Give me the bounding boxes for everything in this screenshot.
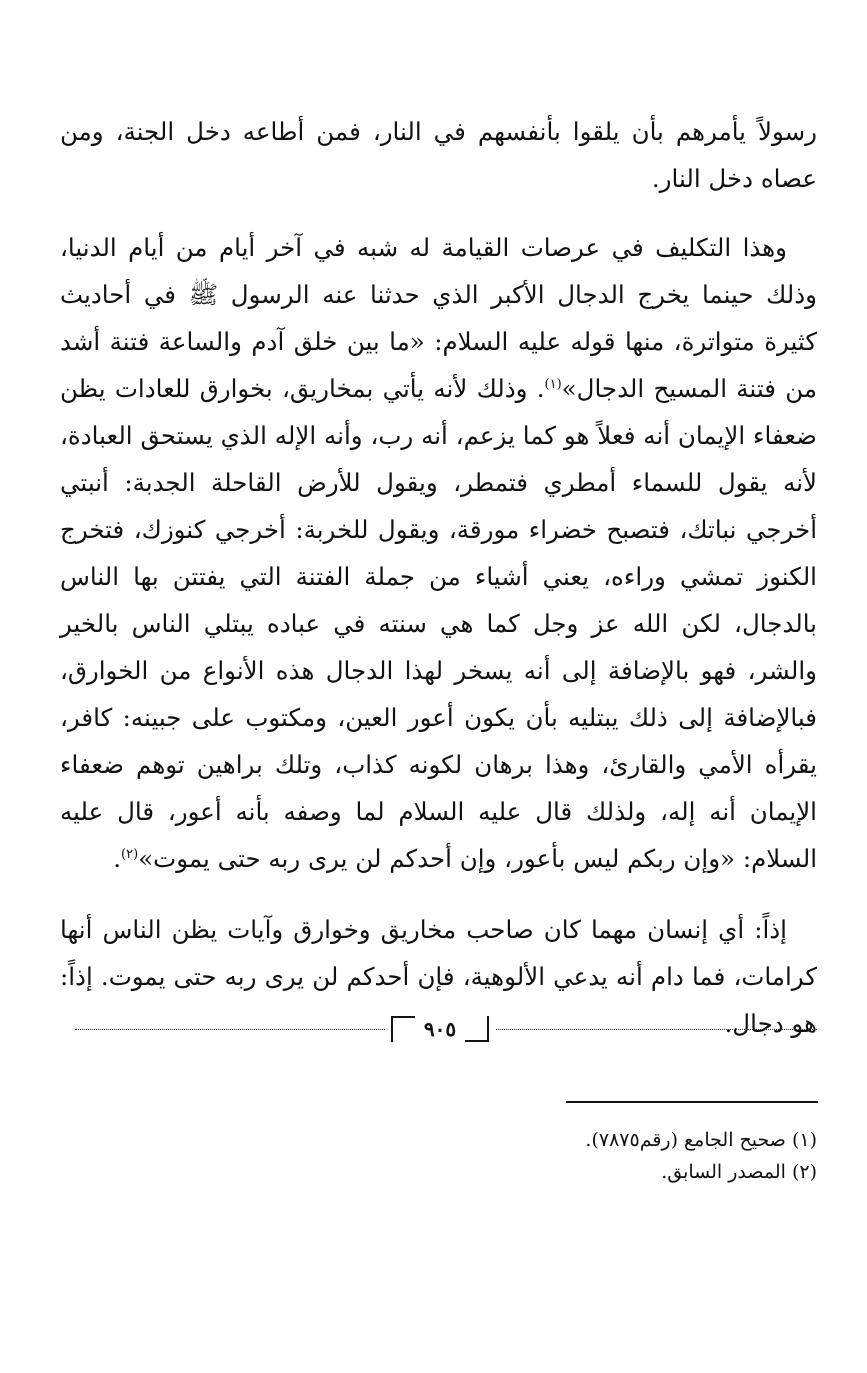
footnote-separator — [566, 1101, 818, 1103]
footnotes — [60, 1124, 817, 1188]
page-footer — [75, 1010, 817, 1050]
paragraph-2-end: . — [113, 844, 122, 873]
paragraph-3: إذاً: أي إنسان مهما كان صاحب مخاريق وخوارق وآيات يظن الناس أنها كرامات، فما دام أنه يدعي الألوهية، فإن أحدكم لن يرى ربه حتى يموت. إذاً: هو دجال. — [60, 915, 817, 1038]
main-text — [60, 108, 817, 1047]
footnote-1: (١) صحيح الجامع (رقم٧٨٧٥). — [585, 1129, 817, 1151]
paragraph-2-part-2: . وذلك لأنه يأتي بمخاريق، بخوارق للعادات يظن ضعفاء الإيمان أنه فعلاً هو كما يزعم، أنه رب، وأنه الإله الذي يستحق العبادة، لأنه يقول للسماء أمطري فتمطر، ويقول للأرض القاحلة الجدبة: أنبتي أخرجي نباتك، فتصبح خضراء مورقة، ويقول للخربة: أخرجي كنوزك، فتخرج الكنوز تمشي وراءه، يعني أشياء من جملة الفتنة التي يفتتن بها الناس بالدجال، لكن الله عز وجل كما هي سنته في عباده يبتلي الناس بالخير والشر، فهو بالإضافة إلى أنه يسخر لهذا الدجال هذه الأنواع من الخوارق، فبالإضافة إلى ذلك يبتليه بأن يكون أعور العين، ومكتوب على جبينه: كافر، يقرأه الأمي والقارئ، وهذا برهان لكونه كذاب، وتلك براهين توهم ضعفاء الإيمان أنه إله، ولذلك قال عليه السلام لما وصفه بأنه أعور، قال عليه السلام: «وإن ربكم ليس بأعور، وإن أحدكم لن يرى ربه حتى يموت» — [60, 374, 818, 873]
footnote-ref-1: (١) — [544, 376, 562, 392]
page-number-badge — [385, 1012, 495, 1046]
page-number: ٩٠٥ — [423, 1017, 457, 1041]
footnote-ref-2: (٢) — [121, 846, 139, 862]
footnote-2: (٢) المصدر السابق. — [661, 1161, 817, 1183]
paragraph-2-part-1: وهذا التكليف في عرصات القيامة له شبه في آخر أيام من أيام الدنيا، وذلك حينما يخرج الدجال الأكبر الذي حدثنا عنه الرسول ﷺ في أحاديث كثيرة متواترة، منها قوله عليه السلام: «ما بين خلق آدم والساعة فتنة أشد من فتنة المسيح الدجال» — [60, 233, 817, 403]
paragraph-2 — [60, 224, 817, 882]
paragraph-1: رسولاً يأمرهم بأن يلقوا بأنفسهم في النار، فمن أطاعه دخل الجنة، ومن عصاه دخل النار. — [60, 117, 817, 193]
